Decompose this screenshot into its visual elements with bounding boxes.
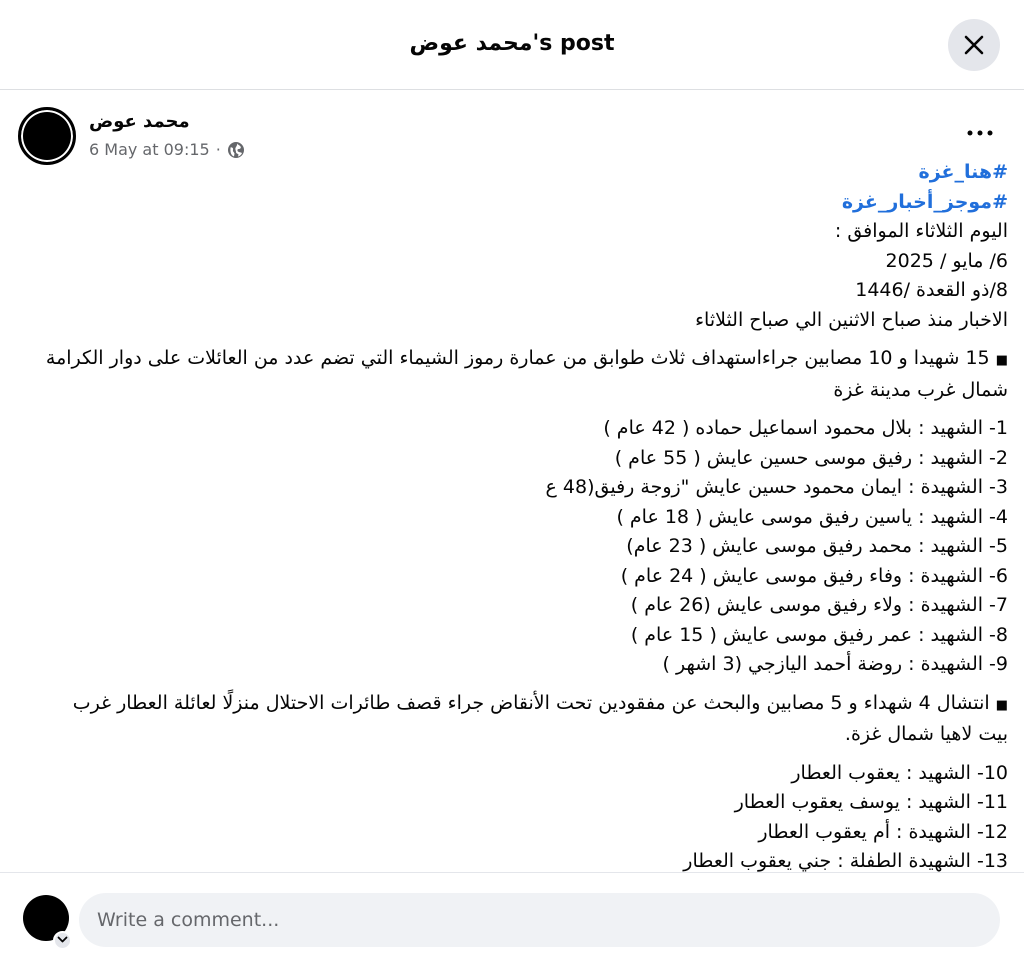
hashtag-link[interactable]: #هنا_غزة	[918, 161, 1008, 183]
hashtag-link[interactable]: #موجز_أخبار_غزة	[841, 190, 1008, 213]
meta-separator: ·	[215, 140, 221, 159]
author-name[interactable]: محمد عوض	[89, 111, 190, 132]
comment-composer	[0, 872, 1024, 974]
list-item: 8- الشهيد : عمر رفيق موسى عايش ( 15 عام )	[630, 623, 1008, 646]
intro-line: اليوم الثلاثاء الموافق :	[834, 220, 1008, 242]
list-item: 6- الشهيدة : وفاء رفيق موسى عايش ( 24 عام )	[620, 564, 1008, 587]
list-item: 12- الشهيدة : أم يعقوب العطار	[758, 820, 1008, 843]
news-item	[40, 689, 1008, 750]
close-icon	[962, 33, 986, 57]
post-timestamp[interactable]: 6 May at 09:15	[89, 140, 210, 159]
bullet-icon: ■	[995, 353, 1008, 368]
list-item: 5- الشهيد : محمد رفيق موسى عايش ( 23 عام)	[626, 535, 1008, 557]
post-text	[40, 158, 1008, 872]
intro-line: 6/ مايو / 2025	[885, 249, 1008, 272]
post-scroll-area[interactable]	[0, 90, 1024, 872]
dialog-title: محمد عوض's post	[409, 31, 615, 56]
chevron-down-icon	[57, 936, 68, 944]
intro-line: 8/ذو القعدة /1446	[855, 279, 1008, 301]
news-item-text: 15 شهيدا و 10 مصابين جراءاستهداف ثلاث طوابق من عمارة رموز الشيماء التي تضم عدد من العائلات على دوار الكرامة شمال غرب مدينة غزة	[45, 347, 1008, 401]
post-dialog-header	[0, 0, 1024, 90]
list-item: 4- الشهيد : ياسين رفيق موسى عايش ( 18 عام )	[616, 505, 1008, 528]
list-item: 11- الشهيد : يوسف يعقوب العطار	[734, 791, 1008, 813]
list-item: 3- الشهيدة : ايمان محمود حسين عايش "زوجة رفيق(48 ع	[545, 476, 1008, 498]
list-item: 10- الشهيد : يعقوب العطار	[791, 761, 1008, 784]
close-button[interactable]	[948, 19, 1000, 71]
profile-switch-button[interactable]	[53, 931, 72, 950]
more-options-button[interactable]	[960, 120, 1000, 144]
news-item	[40, 344, 1008, 405]
comment-input[interactable]	[79, 893, 1000, 947]
author-avatar[interactable]	[18, 107, 76, 165]
list-item: 9- الشهيدة : روضة أحمد اليازجي (3 اشهر )	[662, 653, 1008, 675]
list-item: 7- الشهيدة : ولاء رفيق موسى عايش (26 عام )	[630, 594, 1008, 616]
more-options-icon	[967, 130, 993, 136]
intro-line: الاخبار منذ صباح الاثنين الي صباح الثلاثاء	[695, 308, 1008, 331]
bullet-icon: ■	[995, 697, 1008, 713]
list-item: 2- الشهيد : رفيق موسى حسين عايش ( 55 عام )	[614, 446, 1008, 469]
globe-icon[interactable]	[227, 141, 245, 159]
news-item-text: انتشال 4 شهداء و 5 مصابين والبحث عن مفقودين تحت الأنقاض جراء قصف طائرات الاحتلال منزلًا لعائلة العطار غرب بيت لاهيا شمال غزة.	[72, 691, 1008, 745]
list-item: 13- الشهيدة الطفلة : جني يعقوب العطار	[683, 850, 1008, 872]
list-item: 1- الشهيد : بلال محمود اسماعيل حماده ( 42 عام )	[603, 417, 1008, 439]
